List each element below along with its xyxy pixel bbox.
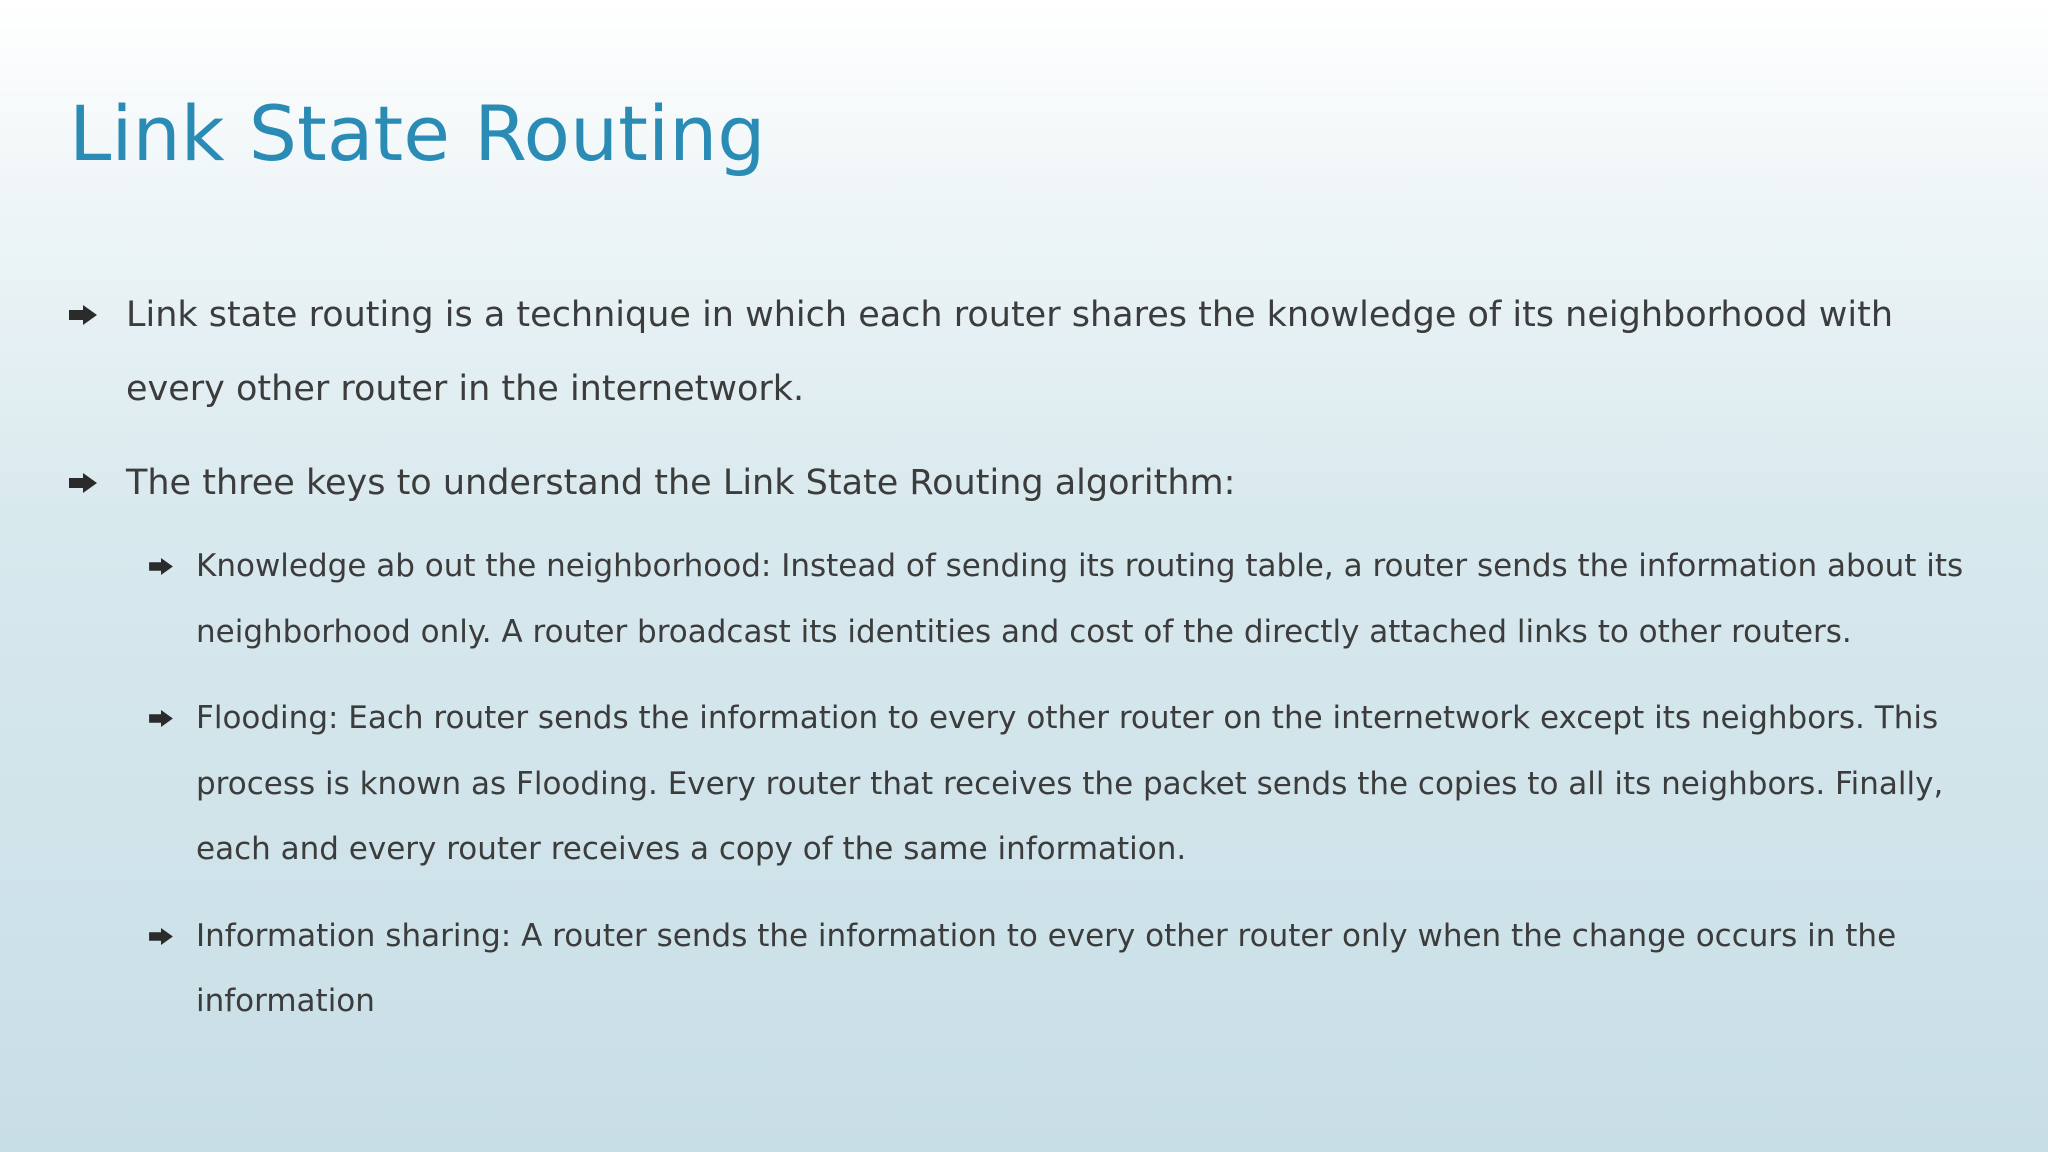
arrow-bullet-icon xyxy=(149,686,175,752)
sub-bullet-text: Knowledge ab out the neighborhood: Instead of sending its routing table, a router sends the information about its neighborhood only. A router broadcast its identities and cost of the directly attached links to other routers. xyxy=(196,548,1964,650)
bullet-text: The three keys to understand the Link State Routing algorithm: xyxy=(126,463,1236,503)
sub-bullet-item xyxy=(149,686,1969,883)
bullet-item xyxy=(69,278,1969,426)
sub-bullet-text: Information sharing: A router sends the information to every other router only when the change occurs in the information xyxy=(196,917,1897,1019)
arrow-bullet-icon xyxy=(69,446,99,520)
bullet-text: Link state routing is a technique in which each router shares the knowledge of its neighborhood with every other router in the internetwork. xyxy=(126,295,1894,409)
sub-bullet-item xyxy=(149,534,1969,665)
sub-bullet-text: Flooding: Each router sends the information to every other router on the internetwork except its neighbors. This process is known as Flooding. Every router that receives the packet sends the copies to all its neighbors. Finally, each and every router receives a copy of the same information. xyxy=(196,700,1944,867)
arrow-bullet-icon xyxy=(149,534,175,600)
arrow-bullet-icon xyxy=(149,904,175,970)
slide-body xyxy=(69,278,1969,1035)
arrow-bullet-icon xyxy=(69,278,99,352)
sub-bullet-item xyxy=(149,904,1969,1035)
slide-title: Link State Routing xyxy=(69,89,766,178)
sub-bullet-list xyxy=(69,534,1969,1035)
bullet-item xyxy=(69,446,1969,520)
